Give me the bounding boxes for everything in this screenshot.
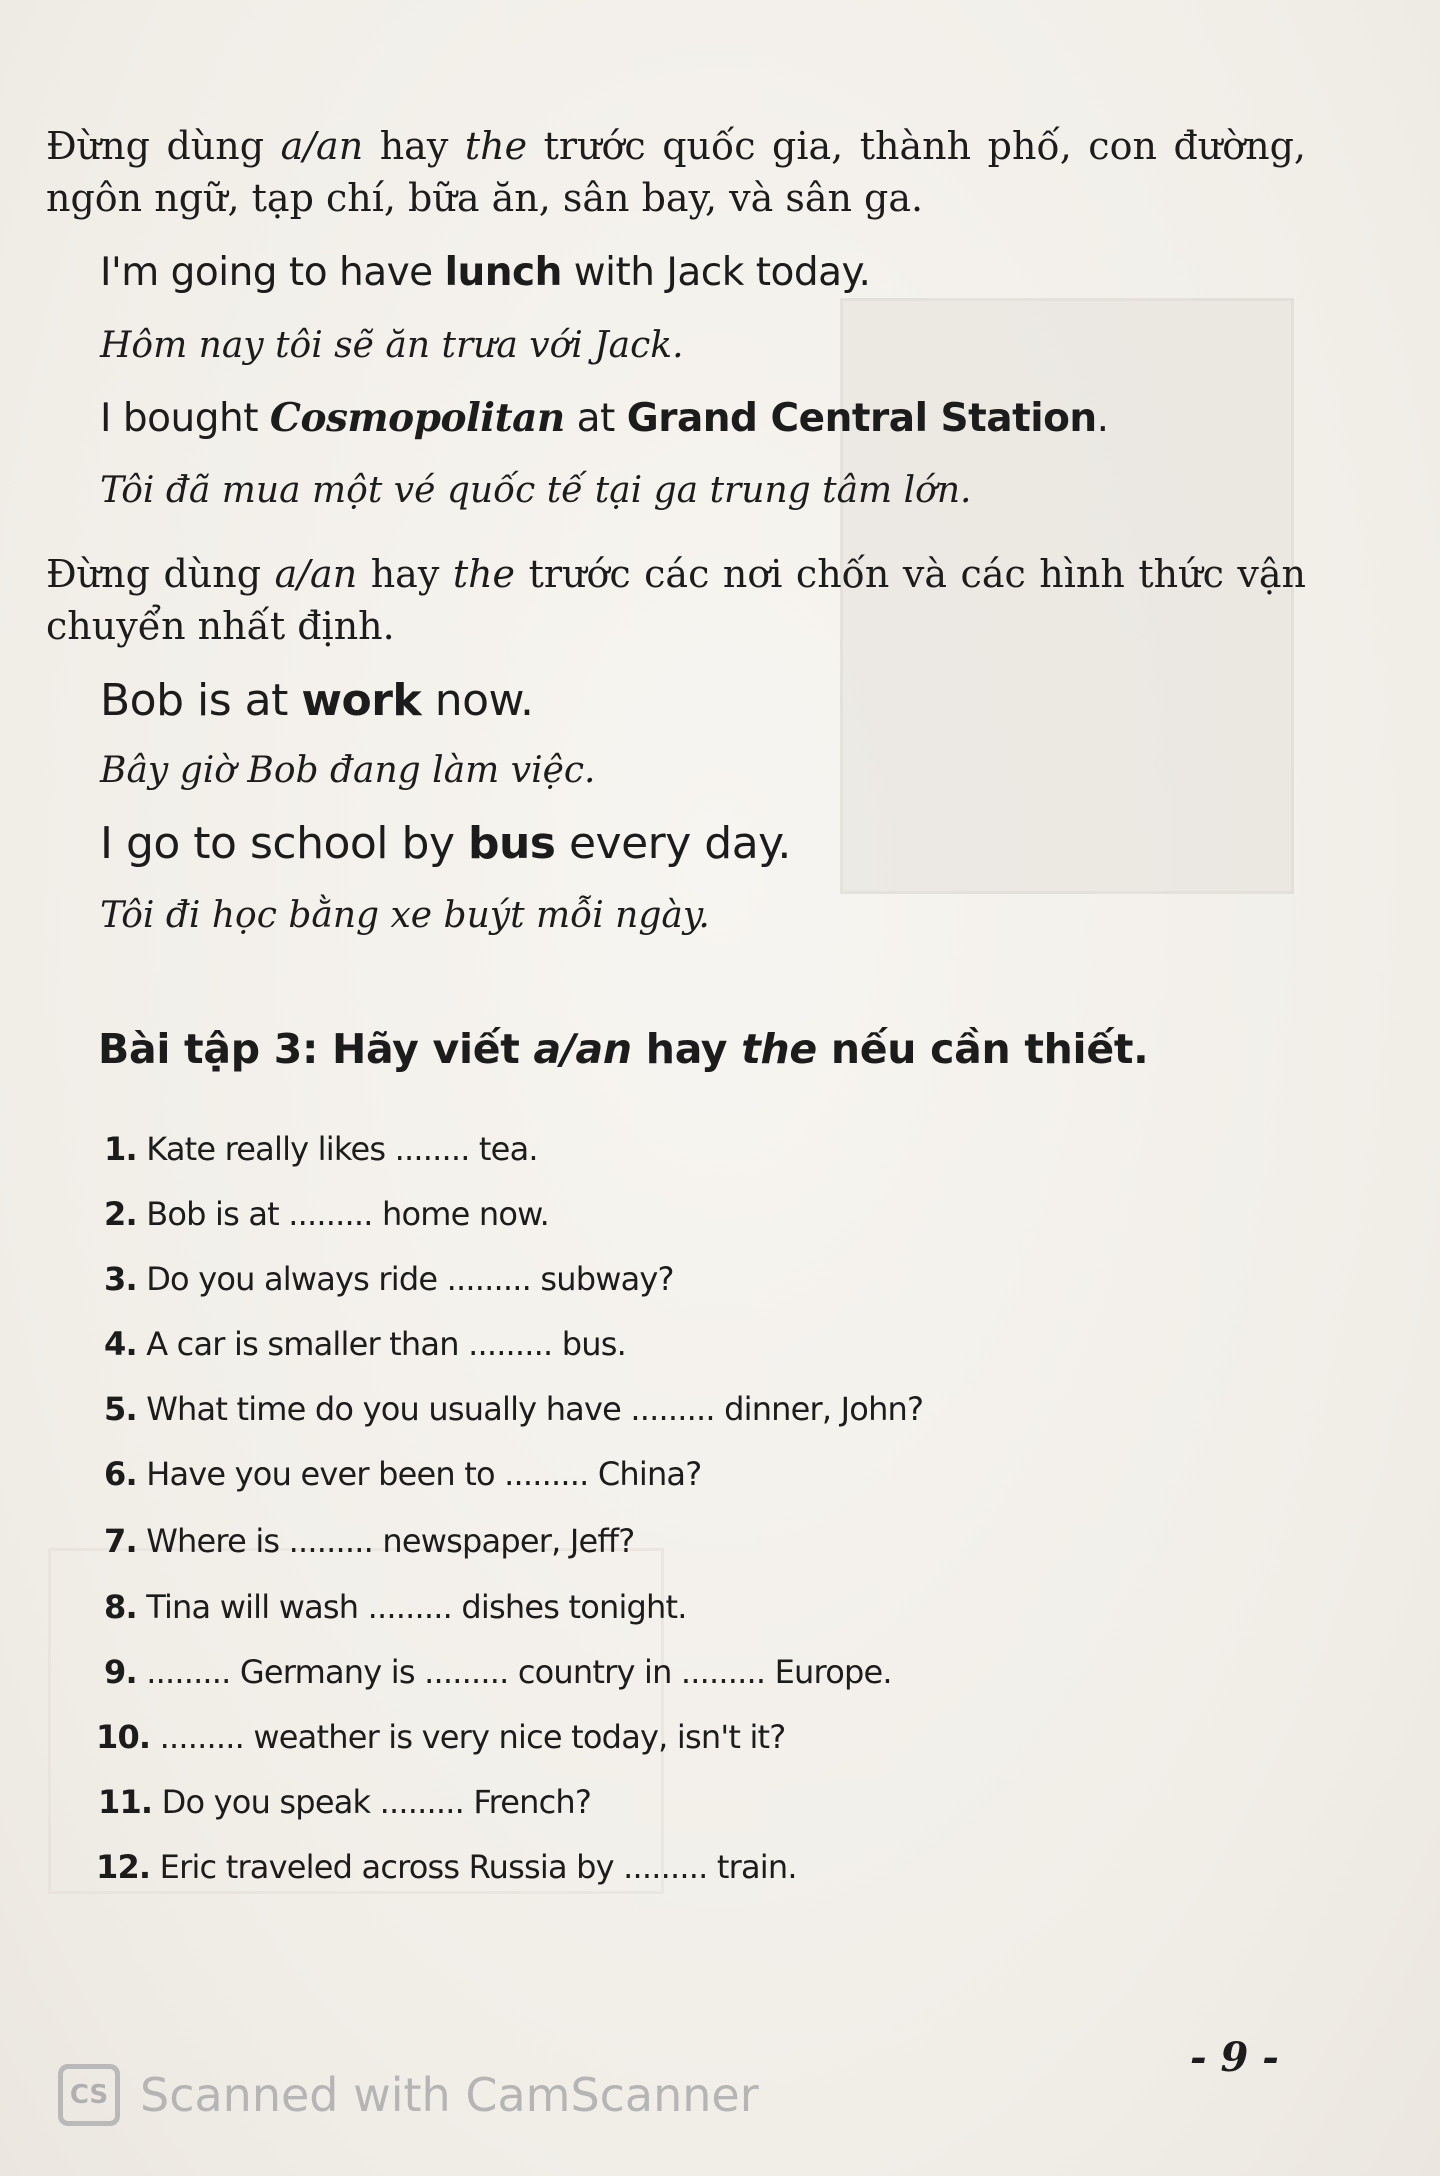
question-item: 3. Do you always ride ......... subway? <box>104 1260 674 1298</box>
example-translation-3: Bây giờ Bob đang làm việc. <box>100 750 596 791</box>
question-item: 9. ......... Germany is ......... country in ......... Europe. <box>104 1653 892 1691</box>
question-item: 1. Kate really likes ........ tea. <box>104 1130 538 1168</box>
example-translation-1: Hôm nay tôi sẽ ăn trưa với Jack. <box>100 325 684 366</box>
question-item: 5. What time do you usually have ......... dinner, John? <box>104 1390 924 1428</box>
question-item: 2. Bob is at ......... home now. <box>104 1195 549 1233</box>
question-item: 11. Do you speak ......... French? <box>98 1783 592 1821</box>
camscanner-logo-icon: CS <box>58 2064 120 2126</box>
rule-paragraph-1: Đừng dùng a/an hay the trước quốc gia, thành phố, con đường, ngôn ngữ, tạp chí, bữa ăn, sân bay, và sân ga. <box>46 124 1307 220</box>
exercise-heading: Bài tập 3: Hãy viết a/an hay the nếu cần thiết. <box>98 1025 1149 1073</box>
example-translation-4: Tôi đi học bằng xe buýt mỗi ngày. <box>100 895 710 936</box>
question-item: 12. Eric traveled across Russia by ......... train. <box>96 1848 797 1886</box>
example-sentence-1: I'm going to have lunch with Jack today. <box>100 250 871 295</box>
example-translation-2: Tôi đã mua một vé quốc tế tại ga trung tâm lớn. <box>100 470 972 511</box>
question-item: 10. ......... weather is very nice today, isn't it? <box>96 1718 786 1756</box>
camscanner-watermark <box>58 2060 759 2130</box>
rule-paragraph-2: Đừng dùng a/an hay the trước các nơi chốn và các hình thức vận chuyển nhất định. <box>46 552 1306 648</box>
example-sentence-3: Bob is at work now. <box>100 675 534 726</box>
question-item: 4. A car is smaller than ......... bus. <box>104 1325 627 1363</box>
question-item: 8. Tina will wash ......... dishes tonight. <box>104 1588 687 1626</box>
example-sentence-4: I go to school by bus every day. <box>100 818 791 869</box>
question-item: 6. Have you ever been to ......... China? <box>104 1455 702 1493</box>
example-sentence-2: I bought Cosmopolitan at Grand Central Station. <box>100 395 1109 441</box>
page-number: - 9 - <box>1190 2034 1279 2081</box>
question-item: 7. Where is ......... newspaper, Jeff? <box>104 1522 635 1560</box>
watermark-text: Scanned with CamScanner <box>140 2068 759 2122</box>
